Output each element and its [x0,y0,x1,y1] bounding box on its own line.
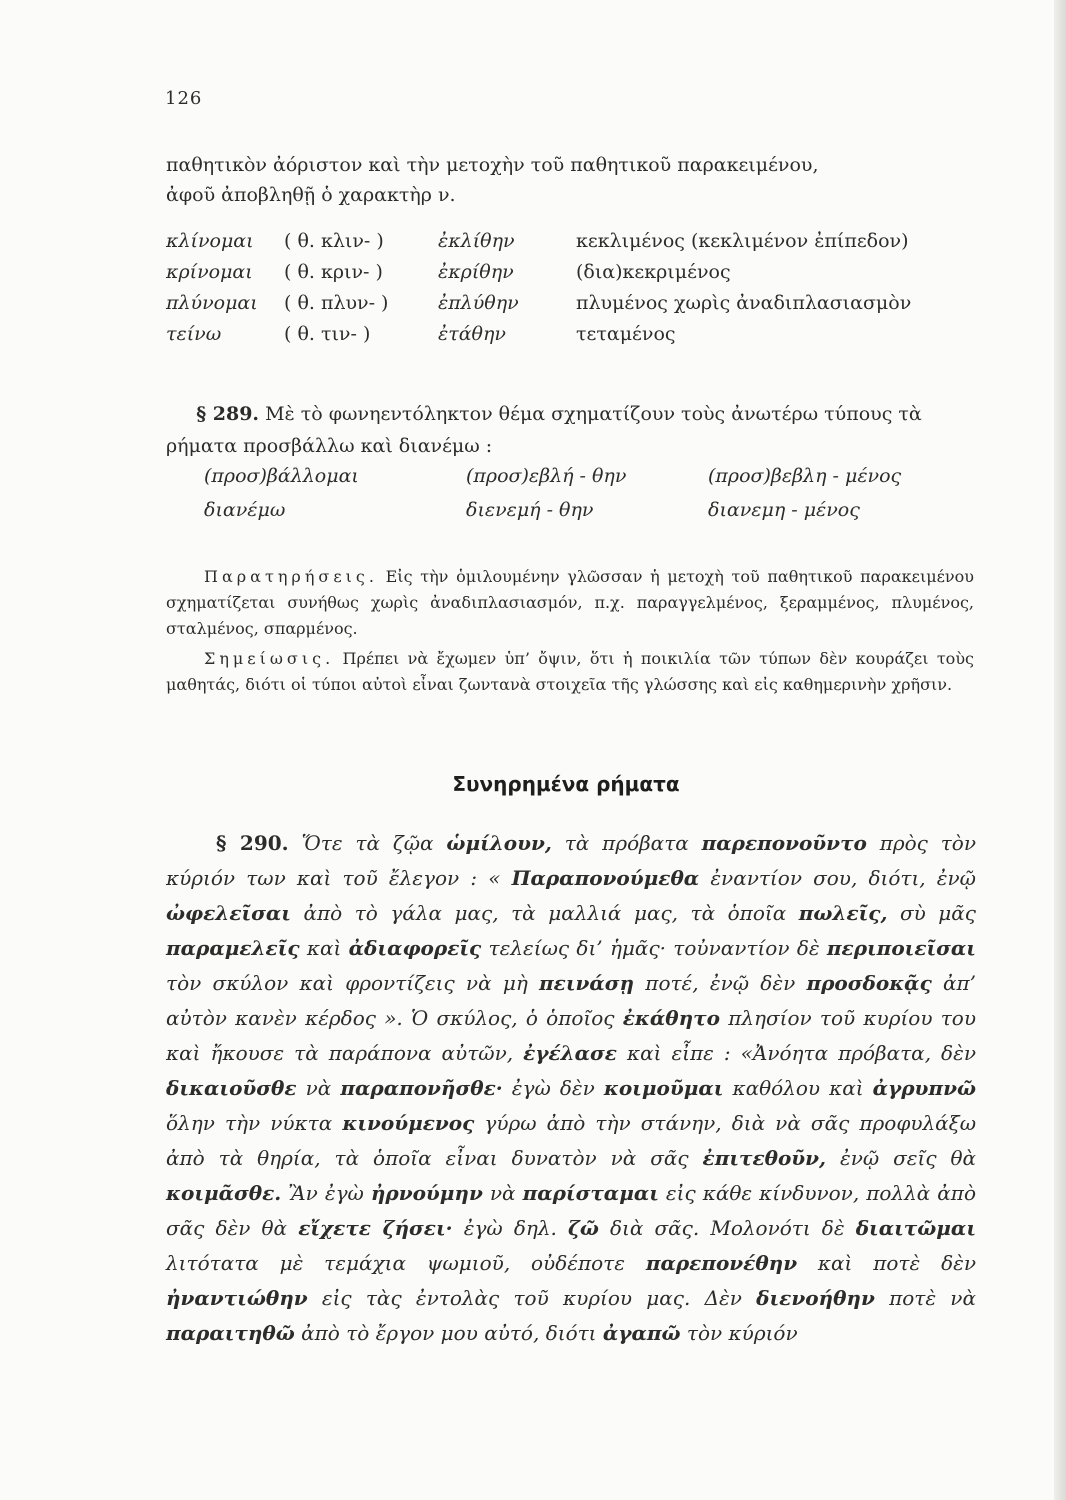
theme-cell: ( θ. τιν- ) [284,323,371,345]
bold-verb: ἐγέλασε [523,1041,617,1065]
text-run: νὰ [296,1076,341,1100]
note-text: Πρέπει νὰ ἔχωμεν ὑπ’ ὄψιν, ὅτι ἡ ποικιλία τῶν τύπων δὲν κουράζει τοὺς μαθητάς, διότι οἱ τύποι αὐτοὶ εἶναι ζωντανὰ στοιχεῖα τῆς γλώσσης καὶ εἰς καθημερινὴν χρῆσιν. [166,649,974,694]
text-run: ἐγὼ δηλ. [452,1216,569,1240]
bold-verb: παραιτηθῶ [166,1321,295,1345]
section-heading: Συνηρημένα ρήματα [452,772,680,796]
bold-verb: ὡμίλουν, [446,831,552,855]
bold-verb: πωλεῖς, [798,901,888,925]
bold-verb: ἐκάθητο [622,1006,720,1030]
intro-paragraph [166,150,976,210]
bold-verb: δικαιοῦσθε [166,1076,297,1100]
bold-verb: ἐπιτεθοῦν, [702,1146,827,1170]
bold-verb: ὠφελεῖσαι [166,901,291,925]
bold-verb: παραπονῆσθε· [340,1076,503,1100]
bold-verb: παρίσταμαι [522,1181,659,1205]
notes-block [166,564,974,702]
text-run: Ἂν ἐγὼ [281,1181,371,1205]
form-cell: διανέμω [204,499,286,521]
bold-verb: περιποιεῖσαι [826,936,976,960]
participle-cell: (δια)κεκριμένος [576,261,731,283]
text-run: ἀπὸ τὸ ἔργον μου αὐτό, διότι [294,1321,603,1345]
form-cell: (προσ)βάλλομαι [204,465,359,487]
text-run: ποτὲ νὰ [874,1286,976,1310]
text-run: Ὅτε τὰ ζῷα [301,831,447,855]
text-run: ποτέ, ἐνῷ δὲν [634,971,807,995]
aorist-cell: ἐκλίθην [438,230,515,252]
verb-cell: πλύνομαι [166,292,258,314]
text-run: ἀπὸ τὸ γάλα μας, τὰ μαλλιά μας, τὰ ὁποῖα [290,901,799,925]
bold-verb: προσδοκᾷς [806,971,932,995]
bold-verb: Παραπονούμεθα [511,866,700,890]
text-run: πλησίον τοῦ κυρίου του καὶ ἤκουσε τὰ παράπονα αὐτῶν, [166,1006,976,1065]
bold-verb: κοιμοῦμαι [603,1076,724,1100]
text-run: τὸν σκύλον καὶ φροντίζεις νὰ μὴ [166,971,540,995]
text-run: τὸν κύριόν [680,1321,798,1345]
page-number: 126 [165,88,203,109]
intro-line: ἀφοῦ ἀποβληθῇ ὁ χαρακτὴρ ν. [166,184,456,206]
bold-verb: ζῶ [568,1216,599,1240]
text-run: ἐνῷ σεῖς θὰ [826,1146,977,1170]
text-run: καὶ [299,936,349,960]
participle-cell: τεταμένος [576,323,676,345]
forms-table [166,465,986,533]
bold-verb: παρεπονέθην [645,1251,798,1275]
text-run: τελείως δι’ ἡμᾶς· τοὐναντίον δὲ [481,936,827,960]
remarks-paragraph [166,564,974,642]
verb-cell: τείνω [166,323,222,345]
form-cell: (προσ)βεβλη - μένος [708,465,902,487]
text-run: λιτότατα μὲ τεμάχια ψωμιοῦ, οὐδέποτε [166,1251,646,1275]
note-label: Σημείωσις. [204,649,335,668]
text-run: τὰ πρόβατα [551,831,702,855]
text-run: εἰς τὰς ἐντολὰς τοῦ κυρίου μας. Δὲν [307,1286,757,1310]
form-cell: διενεμή - θην [466,499,594,521]
text-run: διὰ σᾶς. Μολονότι δὲ [598,1216,856,1240]
bold-verb: ἠρνούμην [370,1181,483,1205]
bold-verb: πεινάσῃ [539,971,635,995]
text-run: ἐναντίον σου, διότι, ἐνῷ [699,866,976,890]
verb-cell: κρίνομαι [166,261,253,283]
aorist-cell: ἐπλύθην [438,292,519,314]
section-290-paragraph [166,826,976,1351]
theme-cell: ( θ. πλυν- ) [284,292,389,314]
bold-verb: ἀδιαφορεῖς [348,936,482,960]
bold-verb: παραμελεῖς [166,936,300,960]
section-text: Μὲ τὸ φωνηεντόληκτον θέμα σχηματίζουν τοὺς ἀνωτέρω τύπους τὰ ρήματα προσβάλλω καὶ διανέμω : [166,403,922,457]
remarks-text: Εἰς τὴν ὁμιλουμένην γλῶσσαν ἡ μετοχὴ τοῦ παθητικοῦ παρακειμένου σχηματίζεται συνήθως χωρὶς ἀναδιπλασιασμόν, π.χ. παραγγελμένος, ξεραμμένος, πλυμένος, σταλμένος, σπαρμένος. [166,567,974,638]
text-run: καὶ εἶπε : «Ἀνόητα πρόβατα, δὲν [616,1041,976,1065]
section-289 [166,398,986,462]
remarks-label: Παρατηρήσεις. [204,567,378,586]
text-run: γύρω ἀπὸ τὴν στάνην, διὰ νὰ σᾶς προφυλάξω ἀπὸ τὰ θηρία, τὰ ὁποῖα εἶναι δυνατὸν νὰ σᾶς [166,1111,976,1170]
bold-verb: διενοήθην [756,1286,875,1310]
bold-verb: κινούμενος [342,1111,475,1135]
section-number: § 289. [196,403,260,425]
text-run: σὺ μᾶς [887,901,976,925]
text-run: νὰ [482,1181,523,1205]
text-run: καὶ ποτὲ δὲν [797,1251,976,1275]
bold-verb: ἠναντιώθην [166,1286,308,1310]
theme-cell: ( θ. κριν- ) [284,261,383,283]
text-run: ὅλην τὴν νύκτα [166,1111,343,1135]
form-cell: διανεμη - μένος [708,499,860,521]
participle-cell: κεκλιμένος (κεκλιμένον ἐπίπεδον) [576,230,909,252]
forms-row [166,465,986,499]
section-290-text [166,831,976,1345]
aorist-cell: ἐκρίθην [438,261,514,283]
intro-line: παθητικὸν ἀόριστον καὶ τὴν μετοχὴν τοῦ παθητικοῦ παρακειμένου, [166,154,819,176]
section-290 [166,826,976,1351]
bold-verb: κοιμᾶσθε. [166,1181,282,1205]
text-run: ἀπ’ αὐτὸν κανὲν κέρδος ». Ὁ σκύλος, ὁ ὁποῖος [166,971,976,1030]
text-run: εἰς κάθε κίνδυνον, πολλὰ ἀπὸ σᾶς δὲν θὰ [166,1181,976,1240]
verb-cell: κλίνομαι [166,230,254,252]
form-cell: (προσ)εβλή - θην [466,465,627,487]
bold-verb: διαιτῶμαι [855,1216,976,1240]
text-run: καθόλου καὶ [723,1076,873,1100]
participle-cell: πλυμένος χωρὶς ἀναδιπλασιασμὸν [576,292,912,314]
section-number: § 290. [216,831,289,855]
theme-cell: ( θ. κλιν- ) [284,230,384,252]
page-edge [1054,0,1066,1500]
text-run: πρὸς τὸν κύριόν των καὶ τοῦ ἔλεγον : « [166,831,976,890]
bold-verb: εἴχετε ζήσει· [298,1216,453,1240]
forms-row [166,499,986,533]
bold-verb: παρεπονοῦντο [701,831,867,855]
text-run: ἐγὼ δὲν [502,1076,604,1100]
bold-verb: ἀγαπῶ [602,1321,681,1345]
bold-verb: ἀγρυπνῶ [872,1076,976,1100]
note-paragraph [166,646,974,698]
aorist-cell: ἐτάθην [438,323,506,345]
